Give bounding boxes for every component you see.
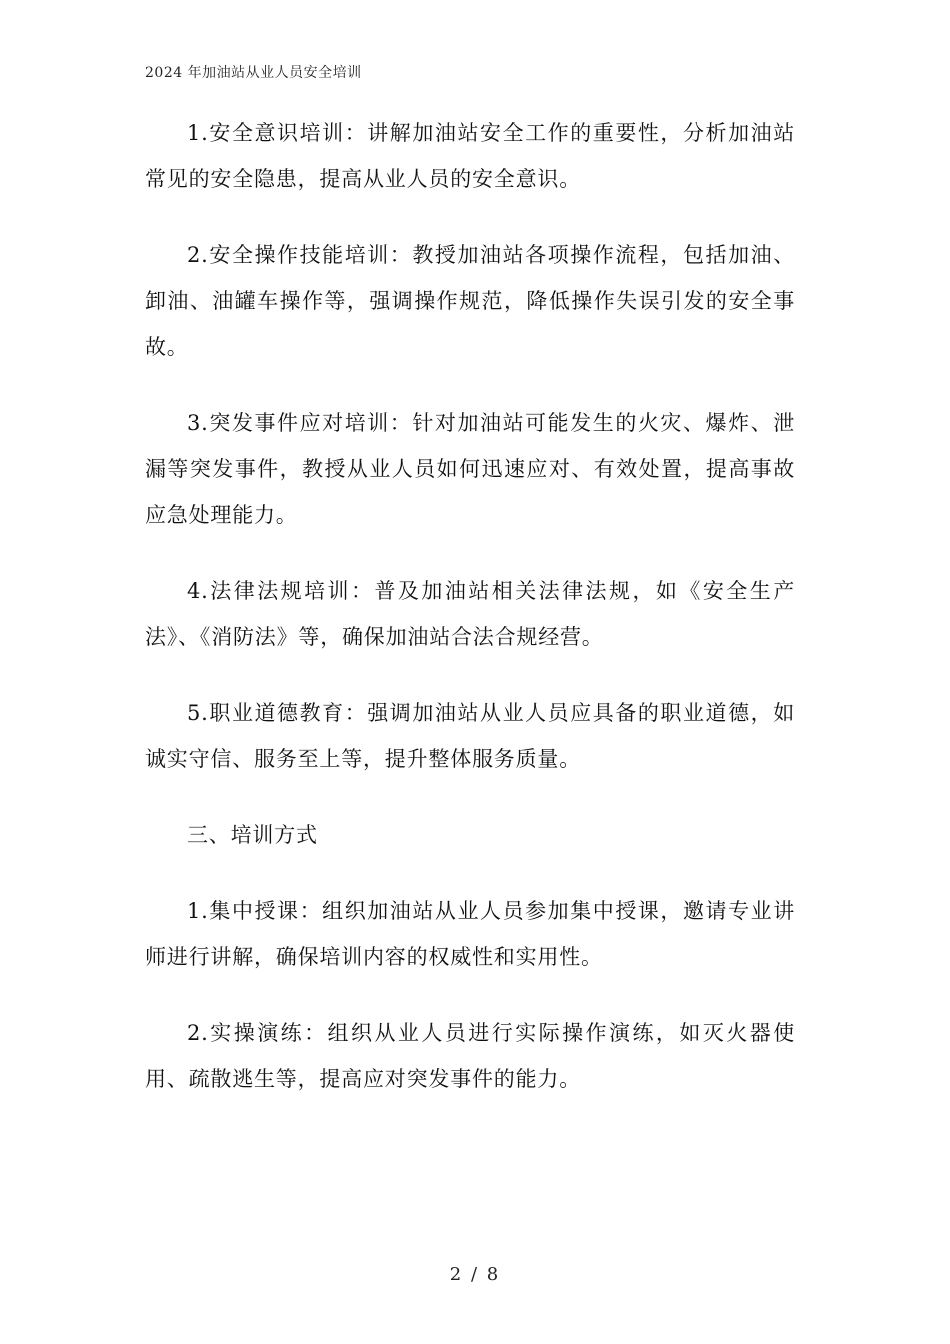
paragraph-emergency-response: 3.突发事件应对培训：针对加油站可能发生的火灾、爆炸、泄漏等突发事件，教授从业人员如何迅速应对、有效处置，提高事故应急处理能力。 [145,411,795,527]
running-header: 2024 年加油站从业人员安全培训 [145,65,362,81]
paragraph-practical-drills: 2.实操演练：组织从业人员进行实际操作演练，如灭火器使用、疏散逃生等，提高应对突发事件的能力。 [145,1021,795,1091]
section-heading: 三、培训方式 [187,823,318,847]
paragraph-centralized-lectures: 1.集中授课：组织加油站从业人员参加集中授课，邀请专业讲师进行讲解，确保培训内容的权威性和实用性。 [145,899,795,969]
paragraph-safety-awareness: 1.安全意识培训：讲解加油站安全工作的重要性，分析加油站常见的安全隐患，提高从业人员的安全意识。 [145,121,795,191]
paragraph-operation-skills: 2.安全操作技能培训：教授加油站各项操作流程，包括加油、卸油、油罐车操作等，强调操作规范，降低操作失误引发的安全事故。 [145,243,795,359]
page-number: 2 / 8 [449,1264,501,1285]
document-body [145,110,795,1132]
paragraph-professional-ethics: 5.职业道德教育：强调加油站从业人员应具备的职业道德，如诚实守信、服务至上等，提升整体服务质量。 [145,701,795,771]
paragraph-laws-regulations: 4.法律法规培训：普及加油站相关法律法规，如《安全生产法》、《消防法》等，确保加油站合法合规经营。 [145,579,795,649]
